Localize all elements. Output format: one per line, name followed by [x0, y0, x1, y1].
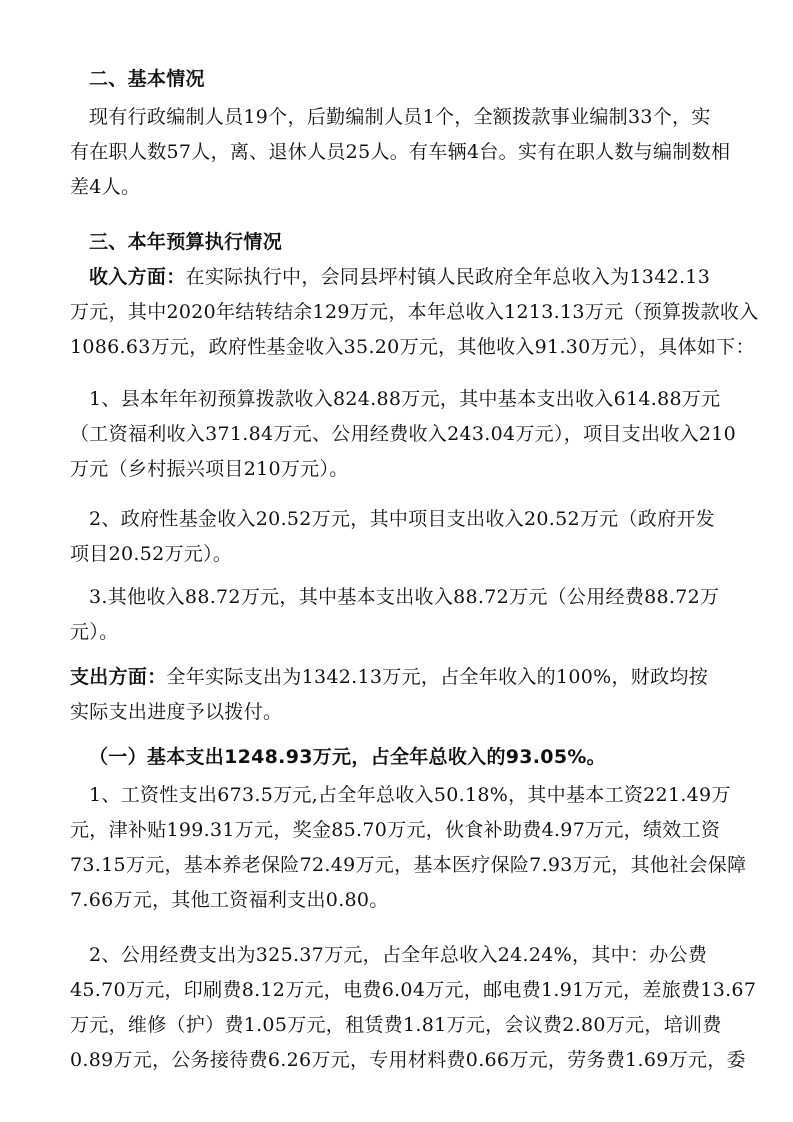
- text-line: 全年实际支出为1342.13万元，占全年收入的100%，财政均按: [166, 666, 709, 688]
- text-line: 万元，其中2020年结转结余129万元，本年总收入1213.13万元（预算拨款收入: [70, 301, 759, 323]
- text-line: 元）。: [70, 621, 119, 643]
- text-line: 项目20.52万元）。: [70, 543, 233, 565]
- paragraph-item-1: [70, 382, 770, 487]
- text-line: 1、县本年年初预算拨款收入824.88万元，其中基本支出收入614.88万元: [89, 388, 721, 410]
- text-line: 1086.63万元，政府性基金收入35.20万元，其他收入91.30万元），具体如下：: [70, 336, 755, 358]
- text-line: 元，津补贴199.31万元，奖金85.70万元，伙食补助费4.97万元，绩效工资: [70, 819, 721, 841]
- text-line: 3.其他收入88.72万元，其中基本支出收入88.72万元（公用经费88.72万: [89, 586, 720, 608]
- text-line: 0.89万元，公务接待费6.26万元，专用材料费0.66万元，劳务费1.69万元，委: [70, 1049, 746, 1071]
- text-line: 有在职人数57人，离、退休人员25人。有车辆4台。实有在职人数与编制数相: [70, 141, 731, 163]
- paragraph-item-3: [70, 580, 770, 650]
- text-line: 差4人。: [70, 176, 141, 198]
- paragraph-expense: [70, 660, 770, 730]
- text-line: 1、工资性支出673.5万元,占全年总收入50.18%，其中基本工资221.49万: [89, 784, 731, 806]
- text-line: 45.70万元，印刷费8.12万元，电费6.04万元，邮电费1.91万元，差旅费13.67: [70, 979, 757, 1001]
- text-line: 万元（乡村振兴项目210万元）。: [70, 458, 349, 480]
- text-line: 在实际执行中，会同县坪村镇人民政府全年总收入为1342.13: [185, 266, 711, 288]
- paragraph-income: [70, 260, 770, 365]
- text-line: 实际支出进度予以拨付。: [70, 701, 283, 723]
- text-line: 73.15万元，基本养老保险72.49万元，基本医疗保险7.93万元，其他社会保障: [70, 854, 747, 876]
- text-line: 7.66万元，其他工资福利支出0.80。: [70, 889, 389, 911]
- text-line: 2、公用经费支出为325.37万元，占全年总收入24.24%，其中：办公费: [89, 944, 708, 966]
- text-line: （工资福利收入371.84万元、公用经费收入243.04万元），项目支出收入210: [70, 423, 737, 445]
- income-lead: 收入方面：: [89, 266, 186, 288]
- expense-lead: 支出方面：: [70, 666, 167, 688]
- paragraph-public-expense: [70, 938, 770, 1078]
- text-line: 2、政府性基金收入20.52万元，其中项目支出收入20.52万元（政府开发: [89, 508, 715, 530]
- section-heading-basic: 二、基本情况: [89, 68, 205, 90]
- subsection-heading-basic-expense: （一）基本支出1248.93万元，占全年总收入的93.05%。: [89, 746, 606, 768]
- paragraph-item-2: [70, 502, 770, 572]
- paragraph-basic-info: [70, 100, 770, 205]
- section-heading-budget: 三、本年预算执行情况: [89, 231, 283, 253]
- text-line: 万元，维修（护）费1.05万元，租赁费1.81万元，会议费2.80万元，培训费: [70, 1014, 722, 1036]
- text-line: 现有行政编制人员19个，后勤编制人员1个，全额拨款事业编制33个，实: [89, 106, 711, 128]
- paragraph-wage-expense: [70, 778, 770, 918]
